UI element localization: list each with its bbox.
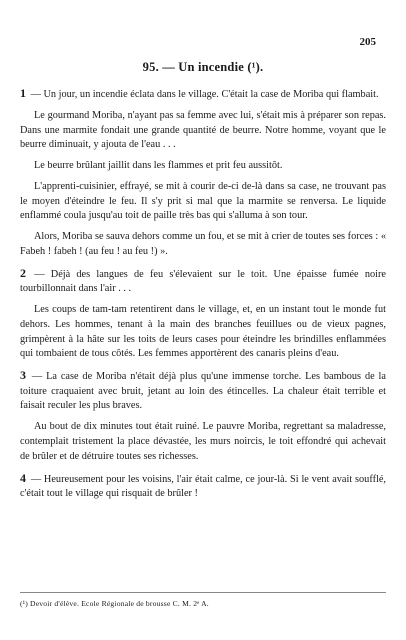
title-text: 95. — Un incendie [142, 60, 244, 74]
section-1-paragraph-3: Le beurre brûlant jaillit dans les flammes et prit feu aussitôt. [34, 160, 283, 172]
section-2-paragraph-2: Les coups de tam-tam retentirent dans le village, et, en un instant tout le monde fut dehors. Les hommes, tenant à la main des branches feuillues ou de vieux pagnes, grimpèrent à la hâte sur les toits de leurs cases pour éteindre les brindilles enflammées qui tombaient de tous côtés. Les femmes apportèrent des canaris pleins d'eau. [20, 304, 386, 360]
footnote: (¹) Devoir d'élève. Ecole Régionale de brousse C. M. 2ᵉ A. [20, 599, 209, 608]
section-number: 1 [20, 86, 26, 100]
text-body [20, 86, 386, 508]
section-1-paragraph-2: Le gourmand Moriba, n'ayant pas sa femme avec lui, s'était mis à préparer son repas. Dans une marmite fondait une grande quantité de beurre. Notre homme, voyant que le beurre diminuait, y ajouta de l'eau . . . [20, 109, 386, 151]
title-footnote-ref: (¹). [247, 60, 264, 74]
section-3-paragraph-1: 3 — La case de Moriba n'était déjà plus qu'une immense torche. Les bambous de la toiture craquaient avec bruit, jetant au loin des étincelles. La chaleur était terrible et faisait reculer les plus braves. [20, 368, 386, 412]
page-title [0, 60, 406, 75]
section-2-paragraph-1: 2 — Déjà des langues de feu s'élevaient sur le toit. Une épaisse fumée noire tourbillonnait dans l'air . . . [20, 265, 386, 295]
section-number: 2 [20, 265, 26, 280]
section-1-paragraph-5: Alors, Moriba se sauva dehors comme un fou, et se mit à crier de toutes ses forces : « Fabeh ! fabeh ! (au feu ! au feu !) ». [20, 231, 386, 257]
section-3-paragraph-2: Au bout de dix minutes tout était ruiné. Le pauvre Moriba, regrettant sa maladresse, contemplait tristement la place dévastée, les murs noircis, le toit effondré qui achevait de brûler et de détruire toutes ses richesses. [20, 421, 386, 462]
footnote-divider [20, 592, 386, 593]
section-1-paragraph-1: 1 — Un jour, un incendie éclata dans le village. C'était la case de Moriba qui flambait. [20, 86, 379, 100]
section-number: 4 [20, 470, 26, 485]
section-number: 3 [20, 368, 26, 383]
page-number: 205 [359, 36, 376, 48]
section-4-paragraph-1: 4 — Heureusement pour les voisins, l'air était calme, ce jour-là. Si le vent avait soufflé, c'était tout le village qui risquait de brûler ! [20, 470, 386, 500]
section-1-paragraph-4: L'apprenti-cuisinier, effrayé, se mit à courir de-ci de-là dans sa case, ne trouvant pas le moyen d'éteindre le feu. Il s'y prit si mal que la marmite se renversa. Le liquide enflammé coula jusqu'au toit de paille très bas qui s'alluma à son tour. [20, 181, 386, 222]
